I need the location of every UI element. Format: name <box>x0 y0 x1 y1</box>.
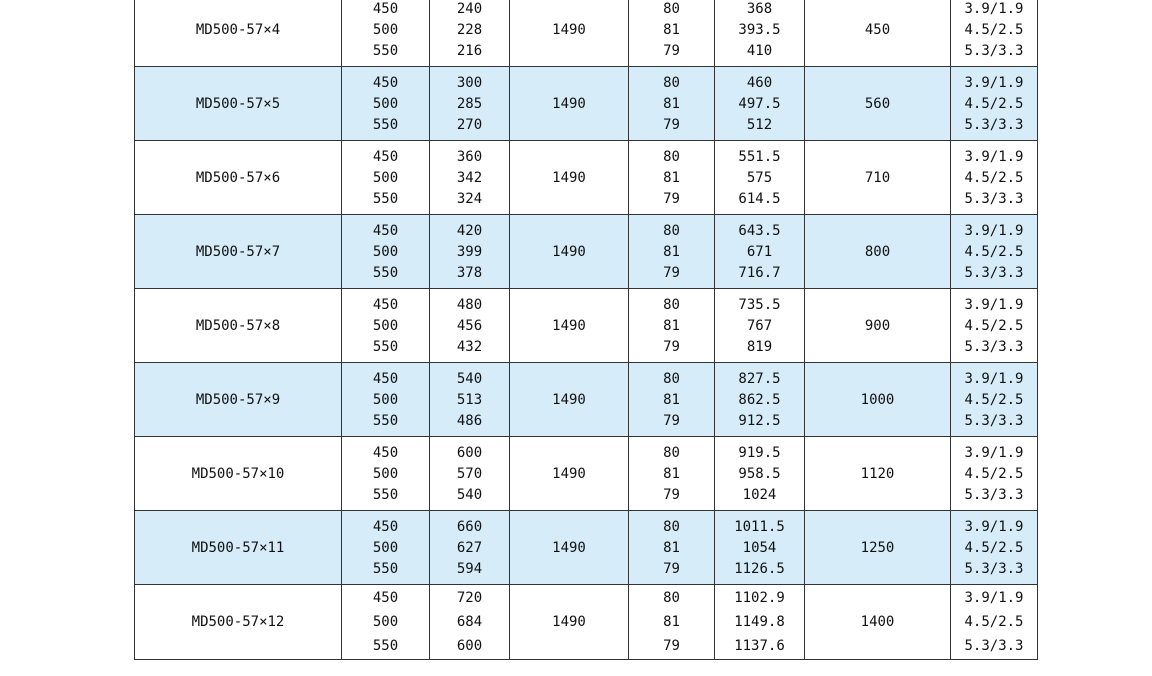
efficiency-cell-value: 81 <box>663 539 680 556</box>
head-cell-value: 540 <box>456 370 483 387</box>
npsh-cell-value: 4.5/2.5 <box>964 21 1024 38</box>
efficiency-cell <box>629 511 715 585</box>
npsh-cell-value: 4.5/2.5 <box>964 465 1024 482</box>
efficiency-cell-value: 79 <box>663 486 680 503</box>
speed-cell <box>510 215 629 289</box>
npsh-cell-value: 3.9/1.9 <box>964 518 1024 535</box>
model-cell <box>135 585 342 660</box>
shaft-power-cell-value: 512 <box>746 116 773 133</box>
npsh-cell-value: 3.9/1.9 <box>964 370 1024 387</box>
npsh-cell <box>951 437 1038 511</box>
motor-power-cell-value: 450 <box>864 21 891 38</box>
speed-cell <box>510 289 629 363</box>
efficiency-cell <box>629 141 715 215</box>
shaft-power-cell <box>715 215 805 289</box>
head-cell-value: 342 <box>456 169 483 186</box>
shaft-power-cell <box>715 511 805 585</box>
head-cell-value: 486 <box>456 412 483 429</box>
head-cell-value: 570 <box>456 465 483 482</box>
table-body <box>135 0 1038 660</box>
head-cell <box>430 0 510 67</box>
shaft-power-cell-value: 643.5 <box>738 222 781 239</box>
shaft-power-cell-value: 716.7 <box>738 264 781 281</box>
head-cell-value: 240 <box>456 0 483 17</box>
motor-power-cell <box>805 511 951 585</box>
npsh-cell <box>951 215 1038 289</box>
npsh-cell-value: 4.5/2.5 <box>964 614 1024 630</box>
flow-cell-value: 550 <box>372 560 399 577</box>
efficiency-cell-value: 79 <box>663 42 680 59</box>
head-cell-value: 270 <box>456 116 483 133</box>
head-cell-value: 378 <box>456 264 483 281</box>
shaft-power-cell-value: 551.5 <box>738 148 781 165</box>
head-cell <box>430 141 510 215</box>
speed-cell-value: 1490 <box>552 317 586 334</box>
speed-cell <box>510 0 629 67</box>
head-cell-value: 600 <box>456 638 483 654</box>
npsh-cell-value: 3.9/1.9 <box>964 444 1024 461</box>
model-cell <box>135 511 342 585</box>
efficiency-cell-value: 81 <box>663 21 680 38</box>
shaft-power-cell <box>715 67 805 141</box>
table-row <box>135 437 1038 511</box>
motor-power-cell <box>805 141 951 215</box>
head-cell-value: 720 <box>456 590 483 606</box>
model-cell <box>135 289 342 363</box>
efficiency-cell-value: 81 <box>663 95 680 112</box>
motor-power-cell <box>805 0 951 67</box>
efficiency-cell-value: 80 <box>663 590 680 606</box>
motor-power-cell <box>805 437 951 511</box>
speed-cell-value: 1490 <box>552 465 586 482</box>
head-cell-value: 627 <box>456 539 483 556</box>
efficiency-cell-value: 80 <box>663 222 680 239</box>
motor-power-cell <box>805 585 951 660</box>
npsh-cell <box>951 511 1038 585</box>
shaft-power-cell-value: 862.5 <box>738 391 781 408</box>
efficiency-cell-value: 80 <box>663 0 680 17</box>
table-row <box>135 215 1038 289</box>
shaft-power-cell-value: 1011.5 <box>734 518 785 535</box>
efficiency-cell-value: 81 <box>663 391 680 408</box>
shaft-power-cell-value: 410 <box>746 42 773 59</box>
flow-cell-value: 550 <box>372 116 399 133</box>
motor-power-cell-value: 560 <box>864 95 891 112</box>
efficiency-cell <box>629 0 715 67</box>
flow-cell-value: 500 <box>372 465 399 482</box>
flow-cell-value: 550 <box>372 486 399 503</box>
head-cell-value: 420 <box>456 222 483 239</box>
table-row <box>135 585 1038 660</box>
flow-cell <box>342 437 430 511</box>
shaft-power-cell-value: 958.5 <box>738 465 781 482</box>
flow-cell-value: 450 <box>372 222 399 239</box>
npsh-cell-value: 5.3/3.3 <box>964 412 1024 429</box>
flow-cell-value: 500 <box>372 21 399 38</box>
flow-cell <box>342 363 430 437</box>
model-cell <box>135 67 342 141</box>
flow-cell-value: 550 <box>372 42 399 59</box>
efficiency-cell-value: 80 <box>663 296 680 313</box>
flow-cell-value: 500 <box>372 614 399 630</box>
efficiency-cell-value: 81 <box>663 465 680 482</box>
speed-cell <box>510 511 629 585</box>
model-cell-value: MD500-57×4 <box>195 21 281 38</box>
head-cell-value: 285 <box>456 95 483 112</box>
flow-cell-value: 500 <box>372 539 399 556</box>
efficiency-cell-value: 80 <box>663 148 680 165</box>
efficiency-cell-value: 81 <box>663 243 680 260</box>
npsh-cell-value: 5.3/3.3 <box>964 338 1024 355</box>
shaft-power-cell-value: 1149.8 <box>734 614 785 630</box>
flow-cell-value: 550 <box>372 412 399 429</box>
efficiency-cell <box>629 289 715 363</box>
shaft-power-cell-value: 1126.5 <box>734 560 785 577</box>
flow-cell-value: 450 <box>372 296 399 313</box>
npsh-cell <box>951 67 1038 141</box>
head-cell <box>430 511 510 585</box>
shaft-power-cell <box>715 437 805 511</box>
npsh-cell-value: 5.3/3.3 <box>964 264 1024 281</box>
efficiency-cell-value: 80 <box>663 74 680 91</box>
speed-cell-value: 1490 <box>552 21 586 38</box>
head-cell <box>430 67 510 141</box>
head-cell-value: 540 <box>456 486 483 503</box>
efficiency-cell-value: 79 <box>663 190 680 207</box>
shaft-power-cell-value: 827.5 <box>738 370 781 387</box>
flow-cell-value: 500 <box>372 243 399 260</box>
npsh-cell-value: 3.9/1.9 <box>964 296 1024 313</box>
flow-cell-value: 550 <box>372 338 399 355</box>
speed-cell-value: 1490 <box>552 243 586 260</box>
speed-cell <box>510 67 629 141</box>
flow-cell <box>342 585 430 660</box>
motor-power-cell-value: 1000 <box>860 391 895 408</box>
speed-cell <box>510 585 629 660</box>
npsh-cell-value: 3.9/1.9 <box>964 148 1024 165</box>
shaft-power-cell-value: 460 <box>746 74 773 91</box>
head-cell-value: 594 <box>456 560 483 577</box>
flow-cell <box>342 215 430 289</box>
npsh-cell-value: 4.5/2.5 <box>964 539 1024 556</box>
npsh-cell-value: 3.9/1.9 <box>964 74 1024 91</box>
head-cell-value: 360 <box>456 148 483 165</box>
npsh-cell-value: 5.3/3.3 <box>964 190 1024 207</box>
npsh-cell-value: 4.5/2.5 <box>964 169 1024 186</box>
efficiency-cell-value: 80 <box>663 518 680 535</box>
head-cell <box>430 363 510 437</box>
shaft-power-cell-value: 767 <box>746 317 773 334</box>
shaft-power-cell-value: 735.5 <box>738 296 781 313</box>
motor-power-cell-value: 1400 <box>860 614 895 630</box>
flow-cell-value: 450 <box>372 444 399 461</box>
npsh-cell-value: 5.3/3.3 <box>964 560 1024 577</box>
table-row <box>135 141 1038 215</box>
head-cell-value: 216 <box>456 42 483 59</box>
shaft-power-cell-value: 575 <box>746 169 773 186</box>
flow-cell-value: 550 <box>372 264 399 281</box>
speed-cell-value: 1490 <box>552 391 586 408</box>
head-cell-value: 480 <box>456 296 483 313</box>
head-cell-value: 432 <box>456 338 483 355</box>
npsh-cell-value: 3.9/1.9 <box>964 590 1024 606</box>
flow-cell-value: 500 <box>372 95 399 112</box>
table-row <box>135 289 1038 363</box>
motor-power-cell-value: 1120 <box>860 465 895 482</box>
head-cell-value: 456 <box>456 317 483 334</box>
model-cell-value: MD500-57×7 <box>195 243 281 260</box>
speed-cell <box>510 363 629 437</box>
motor-power-cell-value: 800 <box>864 243 891 260</box>
flow-cell <box>342 0 430 67</box>
shaft-power-cell <box>715 585 805 660</box>
efficiency-cell-value: 80 <box>663 370 680 387</box>
table-row <box>135 363 1038 437</box>
shaft-power-cell-value: 1054 <box>742 539 777 556</box>
efficiency-cell <box>629 215 715 289</box>
efficiency-cell-value: 79 <box>663 412 680 429</box>
motor-power-cell <box>805 289 951 363</box>
efficiency-cell-value: 80 <box>663 444 680 461</box>
efficiency-cell-value: 81 <box>663 169 680 186</box>
speed-cell-value: 1490 <box>552 95 586 112</box>
flow-cell-value: 450 <box>372 370 399 387</box>
flow-cell-value: 550 <box>372 190 399 207</box>
npsh-cell-value: 3.9/1.9 <box>964 0 1024 17</box>
npsh-cell-value: 4.5/2.5 <box>964 391 1024 408</box>
head-cell-value: 324 <box>456 190 483 207</box>
model-cell-value: MD500-57×9 <box>195 391 281 408</box>
shaft-power-cell-value: 497.5 <box>738 95 781 112</box>
flow-cell-value: 450 <box>372 0 399 17</box>
speed-cell-value: 1490 <box>552 614 586 630</box>
flow-cell <box>342 67 430 141</box>
npsh-cell <box>951 585 1038 660</box>
efficiency-cell <box>629 585 715 660</box>
head-cell-value: 684 <box>456 614 483 630</box>
flow-cell-value: 500 <box>372 391 399 408</box>
model-cell-value: MD500-57×5 <box>195 95 281 112</box>
flow-cell-value: 550 <box>372 638 399 654</box>
npsh-cell <box>951 0 1038 67</box>
head-cell-value: 399 <box>456 243 483 260</box>
speed-cell-value: 1490 <box>552 539 586 556</box>
model-cell <box>135 0 342 67</box>
head-cell-value: 600 <box>456 444 483 461</box>
shaft-power-cell-value: 819 <box>746 338 773 355</box>
shaft-power-cell <box>715 363 805 437</box>
head-cell-value: 228 <box>456 21 483 38</box>
shaft-power-cell-value: 393.5 <box>738 21 781 38</box>
shaft-power-cell-value: 671 <box>746 243 773 260</box>
flow-cell-value: 450 <box>372 148 399 165</box>
shaft-power-cell-value: 919.5 <box>738 444 781 461</box>
head-cell <box>430 289 510 363</box>
flow-cell <box>342 289 430 363</box>
model-cell-value: MD500-57×11 <box>191 539 285 556</box>
model-cell <box>135 437 342 511</box>
pump-spec-table <box>134 0 1038 660</box>
motor-power-cell-value: 1250 <box>860 539 895 556</box>
flow-cell-value: 450 <box>372 518 399 535</box>
head-cell <box>430 585 510 660</box>
head-cell <box>430 215 510 289</box>
shaft-power-cell-value: 1102.9 <box>734 590 785 606</box>
npsh-cell-value: 5.3/3.3 <box>964 486 1024 503</box>
flow-cell <box>342 141 430 215</box>
head-cell-value: 300 <box>456 74 483 91</box>
table-row <box>135 67 1038 141</box>
efficiency-cell <box>629 437 715 511</box>
speed-cell <box>510 141 629 215</box>
model-cell-value: MD500-57×12 <box>191 614 285 630</box>
efficiency-cell-value: 79 <box>663 116 680 133</box>
efficiency-cell <box>629 363 715 437</box>
efficiency-cell-value: 81 <box>663 614 680 630</box>
model-cell-value: MD500-57×10 <box>191 465 285 482</box>
shaft-power-cell-value: 1137.6 <box>734 638 785 654</box>
speed-cell <box>510 437 629 511</box>
efficiency-cell-value: 79 <box>663 264 680 281</box>
motor-power-cell-value: 900 <box>864 317 891 334</box>
npsh-cell-value: 3.9/1.9 <box>964 222 1024 239</box>
shaft-power-cell <box>715 141 805 215</box>
head-cell <box>430 437 510 511</box>
flow-cell-value: 500 <box>372 169 399 186</box>
shaft-power-cell-value: 614.5 <box>738 190 781 207</box>
shaft-power-cell-value: 1024 <box>742 486 777 503</box>
speed-cell-value: 1490 <box>552 169 586 186</box>
npsh-cell <box>951 141 1038 215</box>
table-row <box>135 511 1038 585</box>
shaft-power-cell <box>715 289 805 363</box>
shaft-power-cell <box>715 0 805 67</box>
motor-power-cell <box>805 215 951 289</box>
npsh-cell-value: 5.3/3.3 <box>964 116 1024 133</box>
npsh-cell-value: 5.3/3.3 <box>964 42 1024 59</box>
flow-cell <box>342 511 430 585</box>
model-cell <box>135 363 342 437</box>
model-cell <box>135 215 342 289</box>
flow-cell-value: 500 <box>372 317 399 334</box>
table-row <box>135 0 1038 67</box>
flow-cell-value: 450 <box>372 74 399 91</box>
npsh-cell <box>951 363 1038 437</box>
shaft-power-cell-value: 912.5 <box>738 412 781 429</box>
efficiency-cell <box>629 67 715 141</box>
model-cell-value: MD500-57×6 <box>195 169 281 186</box>
npsh-cell-value: 4.5/2.5 <box>964 317 1024 334</box>
npsh-cell <box>951 289 1038 363</box>
efficiency-cell-value: 79 <box>663 560 680 577</box>
head-cell-value: 660 <box>456 518 483 535</box>
npsh-cell-value: 4.5/2.5 <box>964 243 1024 260</box>
npsh-cell-value: 5.3/3.3 <box>964 638 1024 654</box>
motor-power-cell <box>805 67 951 141</box>
head-cell-value: 513 <box>456 391 483 408</box>
efficiency-cell-value: 79 <box>663 638 680 654</box>
shaft-power-cell-value: 368 <box>746 0 773 17</box>
motor-power-cell <box>805 363 951 437</box>
npsh-cell-value: 4.5/2.5 <box>964 95 1024 112</box>
motor-power-cell-value: 710 <box>864 169 891 186</box>
efficiency-cell-value: 79 <box>663 338 680 355</box>
model-cell <box>135 141 342 215</box>
efficiency-cell-value: 81 <box>663 317 680 334</box>
model-cell-value: MD500-57×8 <box>195 317 281 334</box>
flow-cell-value: 450 <box>372 590 399 606</box>
